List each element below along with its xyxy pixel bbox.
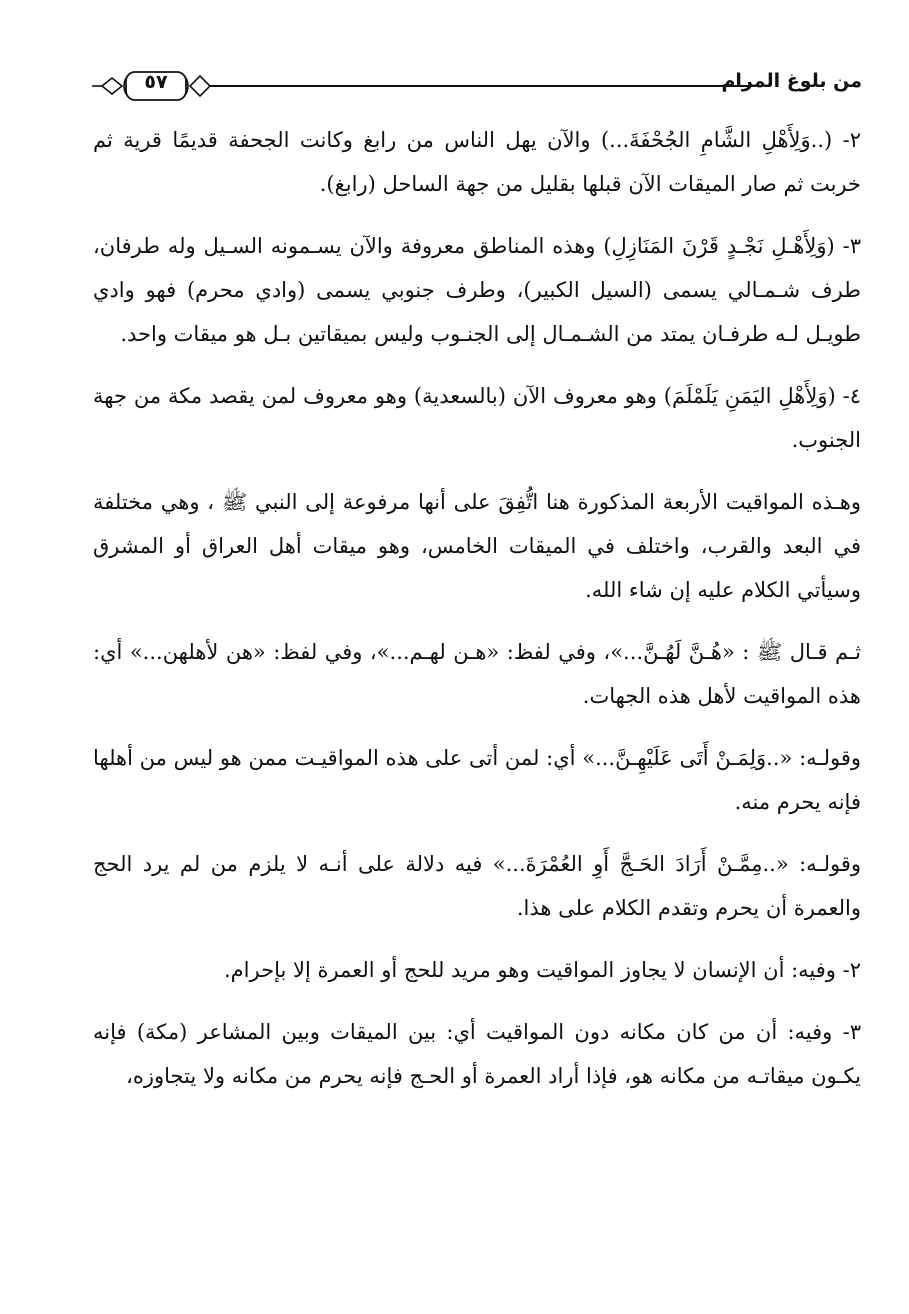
paragraph: ٢- وفيه: أن الإنسان لا يجاوز المواقيت وهو مريد للحج أو العمرة إلا بإحرام. bbox=[223, 958, 861, 982]
page-header bbox=[92, 66, 862, 106]
paragraph: ٣- (وَلِأَهْـلِ نَجْـدٍ قَرْنَ المَنَازِلِ) وهذه المناطق معروفة والآن يسـمونه السـيل وله طرفان، طرف شـمـالي يسمى (السيل الكبير)، وطرف جنوبي يسمى (وادي محرم) فهو وادي طويـل لـه طرفـان يمتد من الشـمـال إلى الجنـوب وليس بميقاتين بـل هو ميقات واحد. bbox=[93, 234, 861, 346]
paragraph: وقولـه: «..وَلِمَـنْ أَتَى عَلَيْهِـنَّ...» أي: لمن أتى على هذه المواقيـت ممن هو ليس من أهلها فإنه يحرم منه. bbox=[93, 746, 861, 814]
page-body bbox=[93, 118, 861, 1098]
page-number: ٥٧ bbox=[144, 71, 168, 93]
paragraph: ثـم قـال ﷺ : «هُـنَّ لَهُـنَّ...»، وفي لفظ: «هـن لهـم...»، وفي لفظ: «هن لأهلهن...» أي: هذه المواقيت لأهل هذه الجهات. bbox=[93, 640, 861, 708]
paragraph: ٤- (وَلِأَهْلِ اليَمَنِ يَلَمْلَمَ) وهو معروف الآن (بالسعدية) وهو معروف لمن يقصد مكة من جهة الجنوب. bbox=[93, 384, 861, 452]
book-title: من بلوغ المرام bbox=[721, 70, 862, 92]
paragraph: ٣- وفيه: أن من كان مكانه دون المواقيت أي: بين الميقات وبين المشاعر (مكة) فإنه يكـون ميقاتـه من مكانه هو، فإذا أراد العمرة أو الحـج فإنه يحرم من مكانه ولا يتجاوزه، bbox=[93, 1020, 861, 1088]
paragraph: ٢- (..وَلِأَهْلِ الشَّامِ الجُحْفَةَ...) والآن يهل الناس من رابغ وكانت الجحفة قديمًا قرية ثم خربت ثم صار الميقات الآن قبلها بقليل من جهة الساحل (رابغ). bbox=[93, 128, 861, 196]
paragraph: وهـذه المواقيت الأربعة المذكورة هنا اتُّفِقَ على أنها مرفوعة إلى النبي ﷺ ، وهي مختلفة في البعد والقرب، واختلف في الميقات الخامس، وهو ميقات أهل العراق أو المشرق وسيأتي الكلام عليه إن شاء الله. bbox=[93, 490, 861, 602]
paragraph: وقولـه: «..مِمَّـنْ أَرَادَ الحَـجَّ أَوِ العُمْرَةَ...» فيه دلالة على أنـه لا يلزم من لم يرد الحج والعمرة أن يحرم وتقدم الكلام على هذا. bbox=[93, 852, 861, 920]
